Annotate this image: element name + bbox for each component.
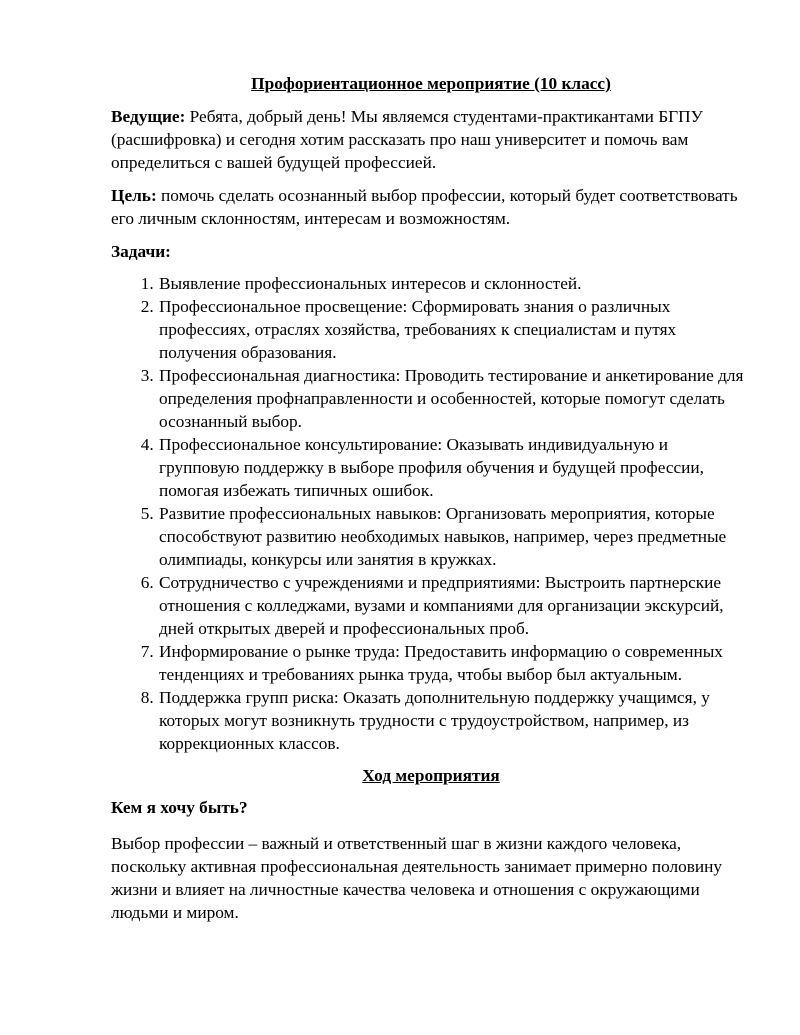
goal-paragraph [111,184,751,230]
section-title: Ход мероприятия [362,766,500,785]
list-item: 6. Сотрудничество с учреждениями и предприятиями: Выстроить партнерские отношения с колледжами, вузами и компаниями для организации экскурсий, дней открытых дверей и профессиональных проб. [158,571,751,640]
intro-label: Ведущие: [111,107,186,126]
list-item: 1. Выявление профессиональных интересов и склонностей. [158,272,751,295]
intro-text: Ребята, добрый день! Мы являемся студентами-практикантами БГПУ (расшифровка) и сегодня хотим рассказать про наш университет и помочь вам определиться с вашей будущей профессией. [111,107,703,172]
list-item: 4. Профессиональное консультирование: Оказывать индивидуальную и групповую поддержку в выборе профиля обучения и будущей профессии, помогая избежать типичных ошибок. [158,433,751,502]
document-page [111,72,751,934]
document-title: Профориентационное мероприятие (10 класс) [251,74,611,93]
tasks-list [111,272,751,755]
tasks-heading: Задачи: [111,242,171,261]
list-item: 5. Развитие профессиональных навыков: Организовать мероприятия, которые способствуют развитию необходимых навыков, например, через предметные олимпиады, конкурсы или занятия в кружках. [158,502,751,571]
intro-paragraph [111,105,751,174]
goal-text: помочь сделать осознанный выбор профессии, который будет соответствовать его личным склонностям, интересам и возможностям. [111,186,738,228]
list-item: 7. Информирование о рынке труда: Предоставить информацию о современных тенденциях и требованиях рынка труда, чтобы выбор был актуальным. [158,640,751,686]
list-item: 2. Профессиональное просвещение: Сформировать знания о различных профессиях, отраслях хозяйства, требованиях к специалистам и путях получения образования. [158,295,751,364]
goal-label: Цель: [111,186,157,205]
subheading: Кем я хочу быть? [111,798,248,817]
list-item: 3. Профессиональная диагностика: Проводить тестирование и анкетирование для определения профнаправленности и особенностей, которые помогут сделать осознанный выбор. [158,364,751,433]
list-item: 8. Поддержка групп риска: Оказать дополнительную поддержку учащимся, у которых могут возникнуть трудности с трудоустройством, например, из коррекционных классов. [158,686,751,755]
closing-paragraph: Выбор профессии – важный и ответственный шаг в жизни каждого человека, поскольку активная профессиональная деятельность занимает примерно половину жизни и влияет на личностные качества человека и отношения с окружающими людьми и миром. [111,834,723,922]
